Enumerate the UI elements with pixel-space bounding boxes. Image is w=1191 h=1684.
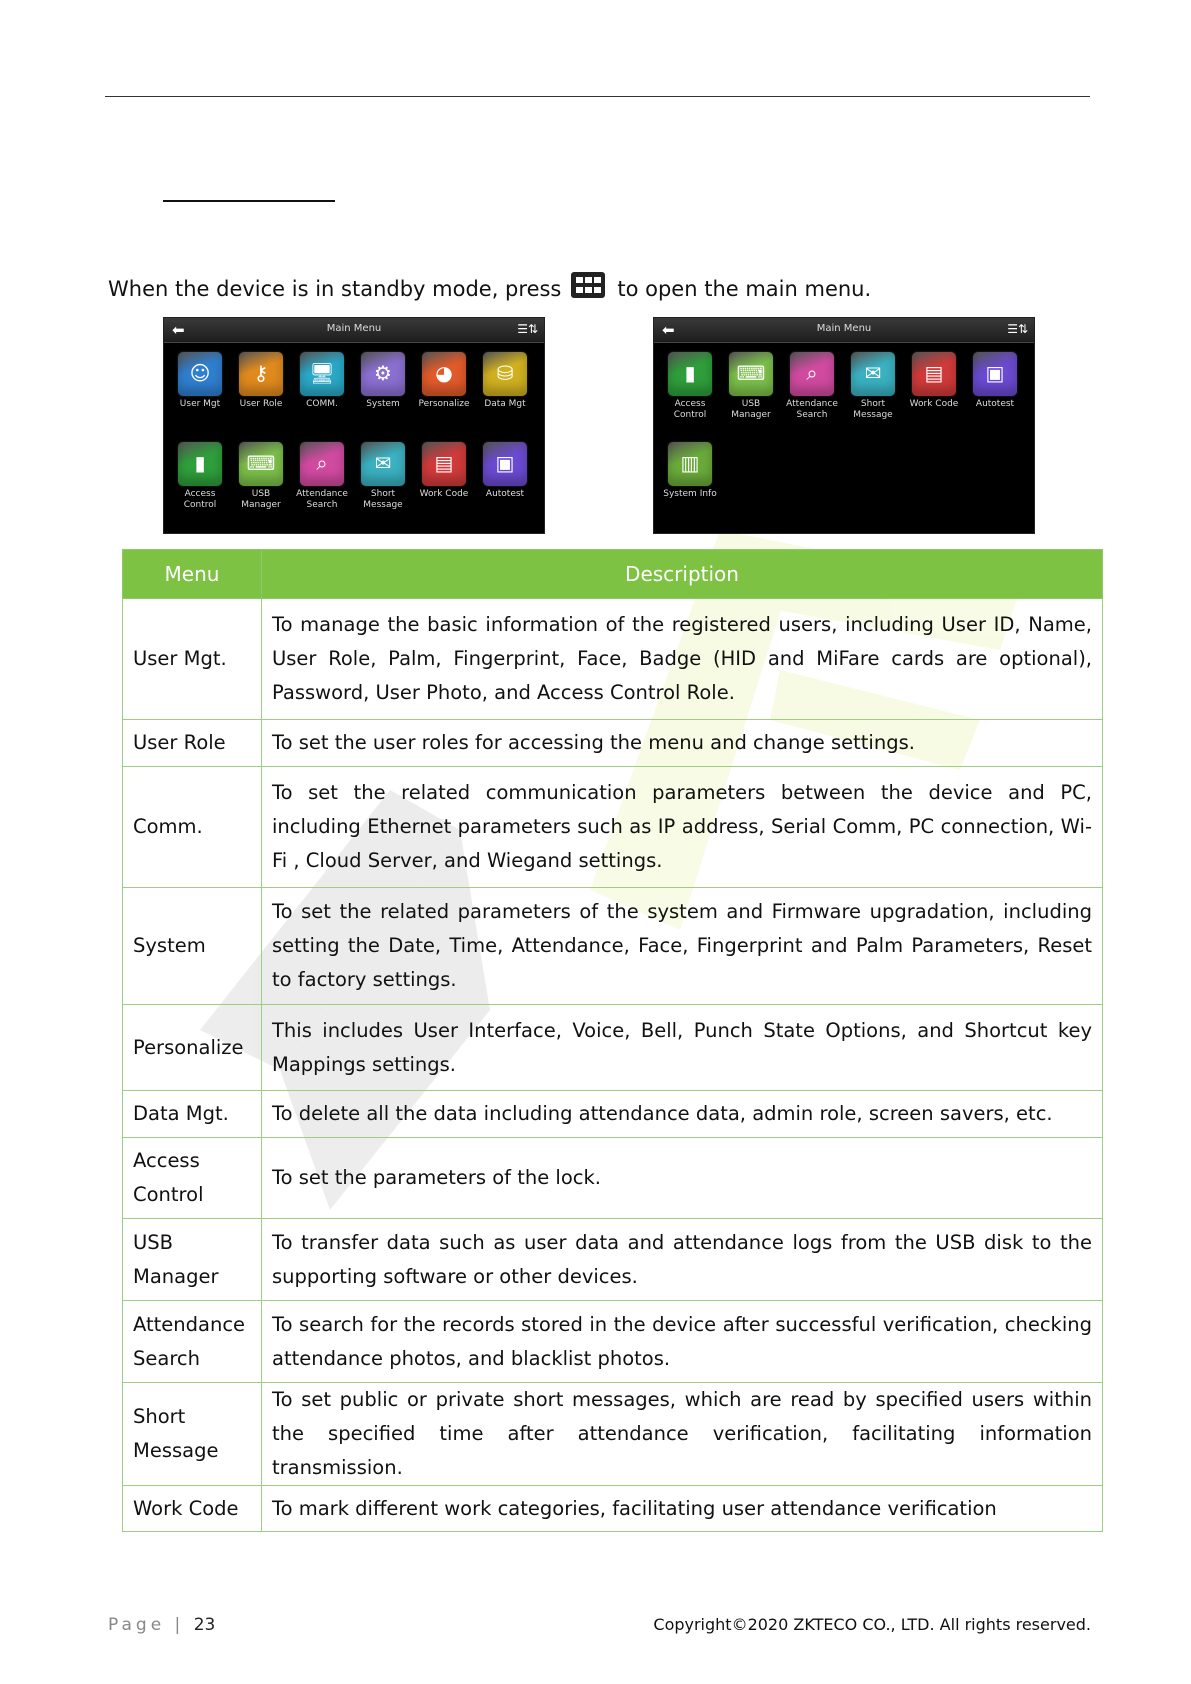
tile-label: Autotest [975,399,1015,409]
intro-text-before: When the device is in standby mode, press [108,277,562,301]
menu-tile-work-code[interactable] [904,352,964,410]
tile-glyph: ▣ [495,451,515,475]
table-row [123,1486,1103,1532]
attendance-search-icon [790,352,834,396]
description-cell: To set the related communication parameters between the device and PC, including Ethernet parameters such as IP address, Serial Comm, PC connection, Wi-Fi , Cloud Server, and Wiegand settings. [262,767,1103,888]
description-cell: To set the user roles for accessing the menu and change settings. [262,720,1103,767]
tile-glyph: ▮ [194,451,206,475]
tile-glyph: ⌨ [736,361,766,385]
tile-label: Access Control [673,399,707,420]
data-mgt-icon [483,352,527,396]
tile-glyph: ⛁ [496,361,514,385]
tile-label: Attendance Search [786,399,838,420]
description-cell: To delete all the data including attendance data, admin role, screen savers, etc. [262,1091,1103,1138]
autotest-icon [483,442,527,486]
header-rule [105,96,1090,97]
menu-cell: Personalize [123,1005,262,1091]
table-row [123,1301,1103,1383]
menu-tile-autotest[interactable] [475,442,535,500]
page-label: Page [108,1615,166,1635]
tile-glyph: ▤ [434,451,454,475]
menu-cell: Access Control [123,1138,262,1219]
screen-title-bar [164,318,544,343]
table-row [123,767,1103,888]
menu-cell: Comm. [123,767,262,888]
menu-cell: Short Message [123,1383,262,1486]
page-number: Page | 23 [108,1615,216,1635]
intro-paragraph [108,272,871,301]
menu-cell: Work Code [123,1486,262,1532]
menu-cell: System [123,888,262,1005]
comm-icon [300,352,344,396]
menu-tile-access-control[interactable] [170,442,230,511]
menu-cell: USB Manager [123,1219,262,1301]
screen-title: Main Menu [326,323,382,334]
tile-label: Attendance Search [296,489,348,510]
copyright-notice: Copyright©2020 ZKTECO CO., LTD. All rights reserved. [653,1615,1091,1634]
work-code-icon [912,352,956,396]
menu-tile-personalize[interactable] [414,352,474,410]
table-row [123,1138,1103,1219]
description-cell: To set public or private short messages, which are read by specified users within the specified time after attendance verification, facilitating information transmission. [262,1383,1103,1486]
table-row [123,888,1103,1005]
tile-label: User Role [239,399,283,409]
autotest-icon [973,352,1017,396]
tile-label: Access Control [183,489,217,510]
menu-cell: Attendance Search [123,1301,262,1383]
menu-tile-system-info[interactable] [660,442,720,500]
personalize-icon [422,352,466,396]
short-message-icon [361,442,405,486]
page-number-value: 23 [193,1615,216,1635]
description-cell: To transfer data such as user data and attendance logs from the USB disk to the supporting software or other devices. [262,1219,1103,1301]
access-control-icon [668,352,712,396]
tile-glyph: ☺ [189,361,211,385]
description-cell: To search for the records stored in the device after successful verification, checking attendance photos, and blacklist photos. [262,1301,1103,1383]
table-row [123,1383,1103,1486]
tile-glyph: ⚙ [374,361,392,385]
tile-label: Short Message [363,489,403,510]
description-cell: To set the parameters of the lock. [262,1138,1103,1219]
tile-label: COMM. [306,399,338,409]
table-row [123,720,1103,767]
tile-label: Work Code [909,399,959,409]
system-info-icon [668,442,712,486]
tile-label: USB Manager [731,399,771,420]
screen-title-bar [654,318,1034,343]
main-menu-screen-2 [653,317,1035,534]
menu-tile-attendance-search[interactable] [292,442,352,511]
menu-tile-attendance-search[interactable] [782,352,842,421]
tile-label: Short Message [853,399,893,420]
menu-tile-user-role[interactable] [231,352,291,410]
tile-glyph: ▤ [924,361,944,385]
menu-cell: User Role [123,720,262,767]
table-row [123,1005,1103,1091]
menu-tile-access-control[interactable] [660,352,720,421]
table-row [123,1219,1103,1301]
menu-tile-data-mgt[interactable] [475,352,535,410]
menu-tile-short-message[interactable] [353,442,413,511]
menu-grid-icon [571,272,605,298]
back-arrow-icon[interactable]: ⬅ [172,321,185,339]
table-row [123,599,1103,720]
tile-glyph: ◕ [435,361,453,385]
tile-label: System Info [663,489,717,499]
menu-tile-user-mgt[interactable] [170,352,230,410]
menu-cell: User Mgt. [123,599,262,720]
list-sort-icon[interactable]: ☰⇅ [1007,322,1028,336]
section-heading-rule [163,200,335,202]
menu-column-header: Menu [123,550,262,599]
intro-text-after: to open the main menu. [617,277,872,301]
list-sort-icon[interactable]: ☰⇅ [517,322,538,336]
description-cell: To mark different work categories, facilitating user attendance verification [262,1486,1103,1532]
tile-glyph: ▮ [684,361,696,385]
tile-glyph: ✉ [864,361,882,385]
user-mgt-icon [178,352,222,396]
access-control-icon [178,442,222,486]
menu-tile-autotest[interactable] [965,352,1025,410]
table-header-row [123,550,1103,599]
menu-tile-system[interactable] [353,352,413,410]
usb-manager-icon [729,352,773,396]
tile-glyph: ✉ [374,451,392,475]
tile-label: Personalize [418,399,470,409]
tile-glyph: ⌨ [246,451,276,475]
attendance-search-icon [300,442,344,486]
work-code-icon [422,442,466,486]
menu-tile-short-message[interactable] [843,352,903,421]
menu-tile-usb-manager[interactable] [231,442,291,511]
menu-cell: Data Mgt. [123,1091,262,1138]
tile-glyph: ▥ [680,451,700,475]
menu-tile-work-code[interactable] [414,442,474,500]
main-menu-screen-1 [163,317,545,534]
description-cell: To manage the basic information of the registered users, including User ID, Name, User Role, Palm, Fingerprint, Face, Badge (HID and MiFare cards are optional), Password, User Photo, and Access Control Role. [262,599,1103,720]
description-cell: To set the related parameters of the system and Firmware upgradation, including setting the Date, Time, Attendance, Face, Fingerprint and Palm Parameters, Reset to factory settings. [262,888,1103,1005]
description-cell: This includes User Interface, Voice, Bell, Punch State Options, and Shortcut key Mappings settings. [262,1005,1103,1091]
tile-glyph: ⌕ [316,451,328,475]
system-icon [361,352,405,396]
tile-glyph: ⌕ [806,361,818,385]
user-role-icon [239,352,283,396]
tile-glyph: 🖥 [309,361,335,385]
description-column-header: Description [262,550,1103,599]
tile-label: System [366,399,400,409]
back-arrow-icon[interactable]: ⬅ [662,321,675,339]
tile-label: Work Code [419,489,469,499]
tile-label: Autotest [485,489,525,499]
table-row [123,1091,1103,1138]
menu-description-table [122,549,1103,1532]
tile-label: User Mgt [179,399,221,409]
menu-tile-usb-manager[interactable] [721,352,781,421]
screen-title: Main Menu [816,323,872,334]
usb-manager-icon [239,442,283,486]
menu-tile-comm[interactable] [292,352,352,410]
short-message-icon [851,352,895,396]
tile-label: Data Mgt [484,399,526,409]
tile-label: USB Manager [241,489,281,510]
tile-glyph: ▣ [985,361,1005,385]
tile-glyph: ⚷ [253,361,269,385]
